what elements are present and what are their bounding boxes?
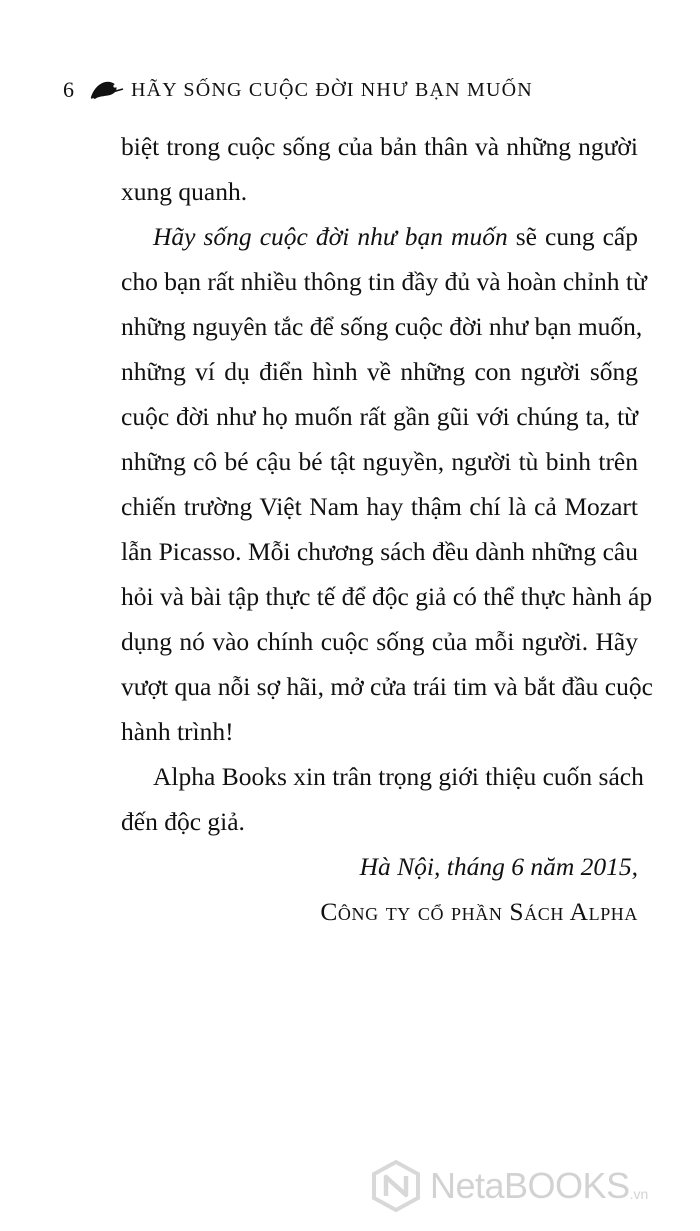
watermark-suffix: .vn bbox=[629, 1186, 649, 1202]
text-line: lẫn Picasso. Mỗi chương sách đều dành những câu bbox=[121, 537, 638, 566]
watermark-brand: NetaBOOKS bbox=[430, 1165, 630, 1206]
leaf-ornament-icon bbox=[87, 77, 125, 103]
text-line: cuộc đời như họ muốn rất gần gũi với chúng ta, từ bbox=[121, 402, 638, 431]
text-line bbox=[121, 214, 638, 259]
text-line: hành trình! bbox=[121, 717, 234, 746]
text-line: những cô bé cậu bé tật nguyền, người tù binh trên bbox=[121, 447, 638, 476]
running-header bbox=[63, 72, 533, 108]
text-fragment: sẽ cung cấp bbox=[515, 222, 638, 251]
text-line: dụng nó vào chính cuộc sống của mỗi người. Hãy bbox=[121, 627, 638, 656]
text-line: những ví dụ điển hình về những con người sống bbox=[121, 357, 638, 386]
watermark bbox=[370, 1160, 648, 1212]
text-line: vượt qua nỗi sợ hãi, mở cửa trái tim và bắt đầu cuộc bbox=[121, 672, 653, 701]
netabooks-logo-icon bbox=[370, 1160, 422, 1212]
text-line: những nguyên tắc để sống cuộc đời như bạn muốn, bbox=[121, 312, 643, 341]
text-line: chiến trường Việt Nam hay thậm chí là cả Mozart bbox=[121, 492, 638, 521]
paragraph-book-intro bbox=[121, 214, 653, 754]
paragraph-closing bbox=[121, 754, 644, 844]
text-line: Alpha Books xin trân trọng giới thiệu cuốn sách bbox=[153, 762, 644, 791]
page-body bbox=[121, 124, 653, 934]
text-line: đến độc giả. bbox=[121, 807, 245, 836]
text-line: cho bạn rất nhiều thông tin đầy đủ và hoàn chỉnh từ bbox=[121, 267, 647, 296]
paragraph-continuation bbox=[121, 124, 638, 214]
signature-company: Công ty cổ phần Sách Alpha bbox=[320, 897, 638, 926]
book-title-italic: Hãy sống cuộc đời như bạn muốn bbox=[153, 222, 508, 251]
signature-place-date: Hà Nội, tháng 6 năm 2015, bbox=[359, 852, 638, 881]
text-line: xung quanh. bbox=[121, 177, 248, 206]
text-line: hỏi và bài tập thực tế để độc giả có thể thực hành áp bbox=[121, 582, 653, 611]
running-title: HÃY SỐNG CUỘC ĐỜI NHƯ BẠN MUỐN bbox=[131, 78, 533, 101]
text-line: biệt trong cuộc sống của bản thân và những người bbox=[121, 132, 638, 161]
page-number: 6 bbox=[63, 77, 75, 102]
